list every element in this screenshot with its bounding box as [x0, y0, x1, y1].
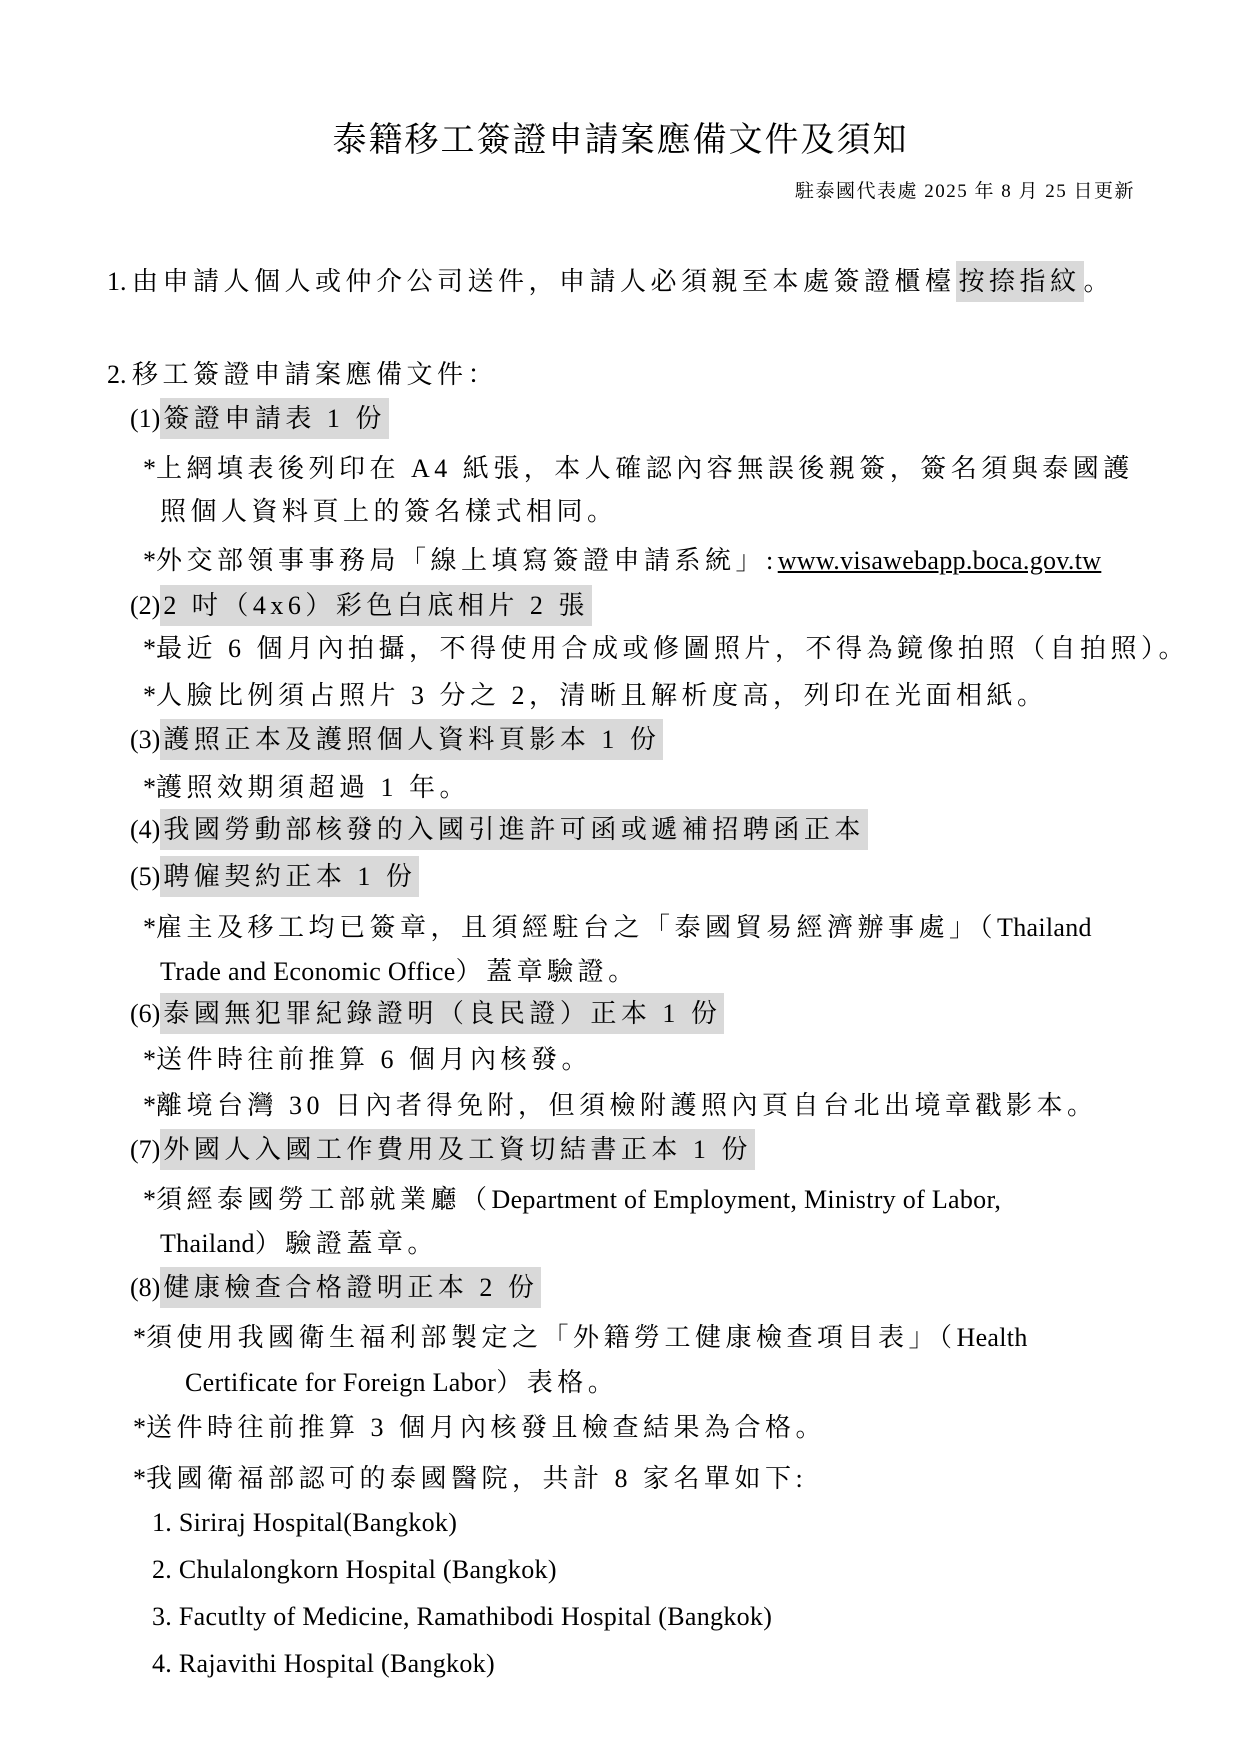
doc-1-note-1-cont: [160, 492, 618, 532]
asterisk: *: [143, 1185, 156, 1214]
doc-1-note-2-text: 外交部領事事務局「線上填寫簽證申請系統」:: [156, 546, 778, 575]
doc-7-note-1-cjk: 須經泰國勞工部就業廳（: [156, 1185, 492, 1214]
item-2-text: 移工簽證申請案應備文件：: [132, 360, 499, 389]
doc-8-note-1-latin: Health: [956, 1323, 1028, 1352]
asterisk: *: [143, 1045, 156, 1074]
asterisk: *: [143, 1091, 156, 1120]
item-1-text: 由申請人個人或仲介公司送件，申請人必須親至本處簽證櫃檯: [132, 267, 956, 296]
doc-8-note-1-cjk: 須使用我國衛生福利部製定之「外籍勞工健康檢查項目表」（: [146, 1323, 957, 1352]
doc-7-note-1: [143, 1180, 1001, 1220]
hospital-item-3: [152, 1597, 772, 1637]
doc-4-title-highlight: 我國勞動部核發的入國引進許可函或遞補招聘函正本: [160, 809, 868, 850]
hospital-item-4-text: 4. Rajavithi Hospital (Bangkok): [152, 1649, 495, 1678]
item-1: [107, 262, 1114, 302]
doc-8-marker: (8): [130, 1273, 161, 1302]
doc-8-note-1: [133, 1318, 1028, 1358]
doc-4-title-line: [130, 810, 868, 850]
doc-8-note-2: [133, 1408, 826, 1448]
item-1-number: 1.: [107, 267, 127, 296]
doc-1-title-highlight: 簽證申請表 1 份: [160, 398, 389, 439]
doc-5-title-highlight: 聘僱契約正本 1 份: [160, 856, 419, 897]
doc-6-marker: (6): [130, 999, 161, 1028]
doc-2-note-2-text: 人臉比例須占照片 3 分之 2，清晰且解析度高，列印在光面相紙。: [156, 681, 1048, 710]
doc-8-note-1-cont-cjk: ）表格。: [496, 1368, 619, 1397]
doc-5-note-1-cont-latin: Trade and Economic Office: [160, 957, 456, 986]
doc-7-title-line: [130, 1130, 755, 1170]
doc-6-note-2-text: 離境台灣 30 日內者得免附，但須檢附護照內頁自台北出境章戳影本。: [156, 1091, 1098, 1120]
asterisk: *: [143, 546, 156, 575]
doc-7-note-1-latin: Department of Employment, Ministry of Labor,: [491, 1185, 1002, 1214]
doc-6-title-line: [130, 994, 724, 1034]
hospital-item-1-text: 1. Siriraj Hospital(Bangkok): [152, 1508, 458, 1537]
asterisk: *: [133, 1413, 146, 1442]
doc-8-note-1-cont-latin: Certificate for Foreign Labor: [185, 1368, 497, 1397]
hospital-item-2: [152, 1550, 557, 1590]
doc-1-note-1-cont-text: 照個人資料頁上的簽名樣式相同。: [160, 497, 618, 526]
doc-5-title-line: [130, 857, 419, 897]
doc-3-marker: (3): [130, 725, 161, 754]
doc-3-title-highlight: 護照正本及護照個人資料頁影本 1 份: [160, 719, 663, 760]
doc-6-note-2: [143, 1086, 1098, 1126]
item-2-number: 2.: [107, 360, 127, 389]
asterisk: *: [143, 634, 156, 663]
doc-8-title-highlight: 健康檢查合格證明正本 2 份: [160, 1267, 541, 1308]
asterisk: *: [143, 913, 156, 942]
asterisk: *: [133, 1464, 146, 1493]
doc-5-note-1-cont-cjk: ）蓋章驗證。: [455, 957, 639, 986]
doc-2-note-2: [143, 676, 1048, 716]
hospital-item-3-text: 3. Facutlty of Medicine, Ramathibodi Hospital (Bangkok): [152, 1602, 773, 1631]
doc-5-note-1-latin: Thailand: [997, 913, 1092, 942]
doc-1-marker: (1): [130, 404, 161, 433]
doc-8-note-3-text: 我國衛福部認可的泰國醫院，共計 8 家名單如下:: [146, 1464, 808, 1493]
doc-8-note-3: [133, 1459, 807, 1499]
doc-1-note-1-text: 上網填表後列印在 A4 紙張，本人確認內容無誤後親簽，簽名須與泰國護: [156, 454, 1134, 483]
doc-3-note-1-text: 護照效期須超過 1 年。: [156, 773, 471, 802]
doc-2-note-1-text: 最近 6 個月內拍攝，不得使用合成或修圖照片，不得為鏡像拍照（自拍照）。: [156, 634, 1190, 663]
hospital-item-1: [152, 1503, 457, 1543]
doc-7-note-1-cont-latin: Thailand: [160, 1229, 255, 1258]
doc-3-title-line: [130, 720, 663, 760]
hospital-item-4: [152, 1644, 495, 1684]
visa-webapp-link[interactable]: www.visawebapp.boca.gov.tw: [777, 546, 1102, 575]
doc-1-title-line: [130, 399, 389, 439]
doc-1-note-2: [143, 541, 1101, 581]
doc-6-title-highlight: 泰國無犯罪紀錄證明（良民證）正本 1 份: [160, 993, 724, 1034]
doc-6-note-1: [143, 1040, 592, 1080]
doc-3-note-1: [143, 768, 470, 808]
asterisk: *: [143, 681, 156, 710]
doc-5-note-1: [143, 908, 1092, 948]
hospital-item-2-text: 2. Chulalongkorn Hospital (Bangkok): [152, 1555, 557, 1584]
doc-7-note-1-cont: [160, 1224, 438, 1264]
doc-8-note-1-cont: [185, 1363, 618, 1403]
doc-8-note-2-text: 送件時往前推算 3 個月內核發且檢查結果為合格。: [146, 1413, 827, 1442]
item-2: [107, 355, 498, 395]
doc-4-marker: (4): [130, 815, 161, 844]
doc-7-marker: (7): [130, 1135, 161, 1164]
item-1-period: 。: [1083, 267, 1115, 296]
page-title: 泰籍移工簽證申請案應備文件及須知: [332, 122, 909, 159]
doc-5-note-1-cont: [160, 952, 639, 992]
doc-6-note-1-text: 送件時往前推算 6 個月內核發。: [156, 1045, 593, 1074]
doc-5-note-1-text: 雇主及移工均已簽章，且須經駐台之「泰國貿易經濟辦事處」（: [156, 913, 998, 942]
doc-7-title-highlight: 外國人入國工作費用及工資切結書正本 1 份: [160, 1129, 755, 1170]
doc-8-title-line: [130, 1268, 541, 1308]
doc-2-marker: (2): [130, 591, 161, 620]
doc-1-note-1: [143, 449, 1134, 489]
doc-2-note-1: [143, 629, 1189, 669]
asterisk: *: [133, 1323, 146, 1352]
update-date: 駐泰國代表處 2025 年 8 月 25 日更新: [794, 181, 1135, 202]
asterisk: *: [143, 454, 156, 483]
doc-5-marker: (5): [130, 862, 161, 891]
asterisk: *: [143, 773, 156, 802]
doc-2-title-line: [130, 586, 592, 626]
item-1-highlight: 按捺指紋: [956, 261, 1084, 302]
doc-2-title-highlight: 2 吋（4x6）彩色白底相片 2 張: [160, 585, 592, 626]
doc-7-note-1-cont-cjk: ）驗證蓋章。: [254, 1229, 438, 1258]
